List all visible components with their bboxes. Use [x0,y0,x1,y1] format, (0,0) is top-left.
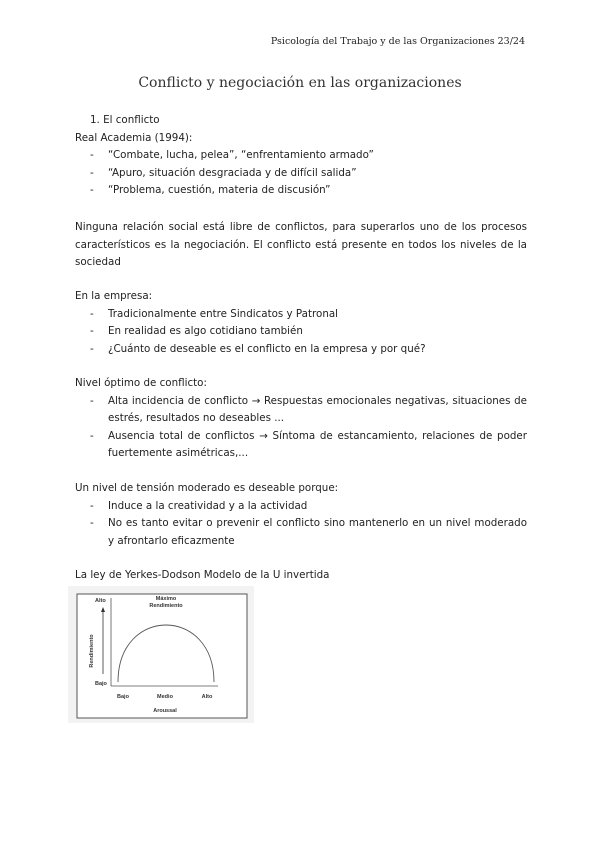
tension-label: Un nivel de tensión moderado es deseable porque: [75,482,339,494]
list-item: - “Apuro, situación desgraciada y de difícil salida” [90,165,527,183]
list-item: - Alta incidencia de conflicto → Respuestas emocionales negativas, situaciones de estrés, resultados no deseables ... [90,393,527,428]
list-item: - Induce a la creatividad y a la actividad [90,498,527,516]
x-tick-label: Medio [157,694,173,700]
y-axis-label: Rendimiento [89,634,95,668]
section-empresa [75,288,527,358]
page-title: Conflicto y negociación en las organizaciones [138,75,462,91]
section-el-conflicto [75,112,527,200]
section-heading: 1. El conflicto [90,114,160,126]
paragraph: Ninguna relación social está libre de conflictos, para superarlos uno de los procesos característicos es la negociación. El conflicto está presente en todos los niveles de la sociedad [75,221,527,269]
y-low-label: Bajo [95,681,107,687]
peak-label-1: Máximo [155,596,177,602]
list-item: - Tradicionalmente entre Sindicatos y Patronal [90,306,527,324]
list-item: - En realidad es algo cotidiano también [90,323,527,341]
section-nivel-optimo [75,375,527,463]
list-item: - Ausencia total de conflictos → Síntoma de estancamiento, relaciones de poder fuertemente asimétricas,... [90,428,527,463]
rae-label: Real Academia (1994): [75,131,193,144]
x-tick-label: Bajo [117,694,129,700]
list-item: - “Combate, lucha, pelea”, “enfrentamiento armado” [90,147,527,165]
list-item: - “Problema, cuestión, materia de discusión” [90,182,527,200]
list-item: - No es tanto evitar o prevenir el conflicto sino mantenerlo en un nivel moderado y afrontarlo eficazmente [90,515,527,550]
x-tick-label: Alto [201,694,213,700]
section-tension [75,480,527,550]
peak-label-2: Rendimiento [149,603,183,609]
figure-caption: La ley de Yerkes-Dodson Modelo de la U invertida [75,569,330,581]
optimo-label: Nivel óptimo de conflicto: [75,377,207,389]
empresa-label: En la empresa: [75,290,153,302]
x-axis-label: Aroussal [153,708,177,714]
list-item: - ¿Cuánto de deseable es el conflicto en la empresa y por qué? [90,341,527,359]
running-header: Psicología del Trabajo y de las Organizaciones 23/24 [270,36,525,47]
y-high-label: Alto [95,598,106,604]
yerkes-dodson-figure [68,586,254,723]
